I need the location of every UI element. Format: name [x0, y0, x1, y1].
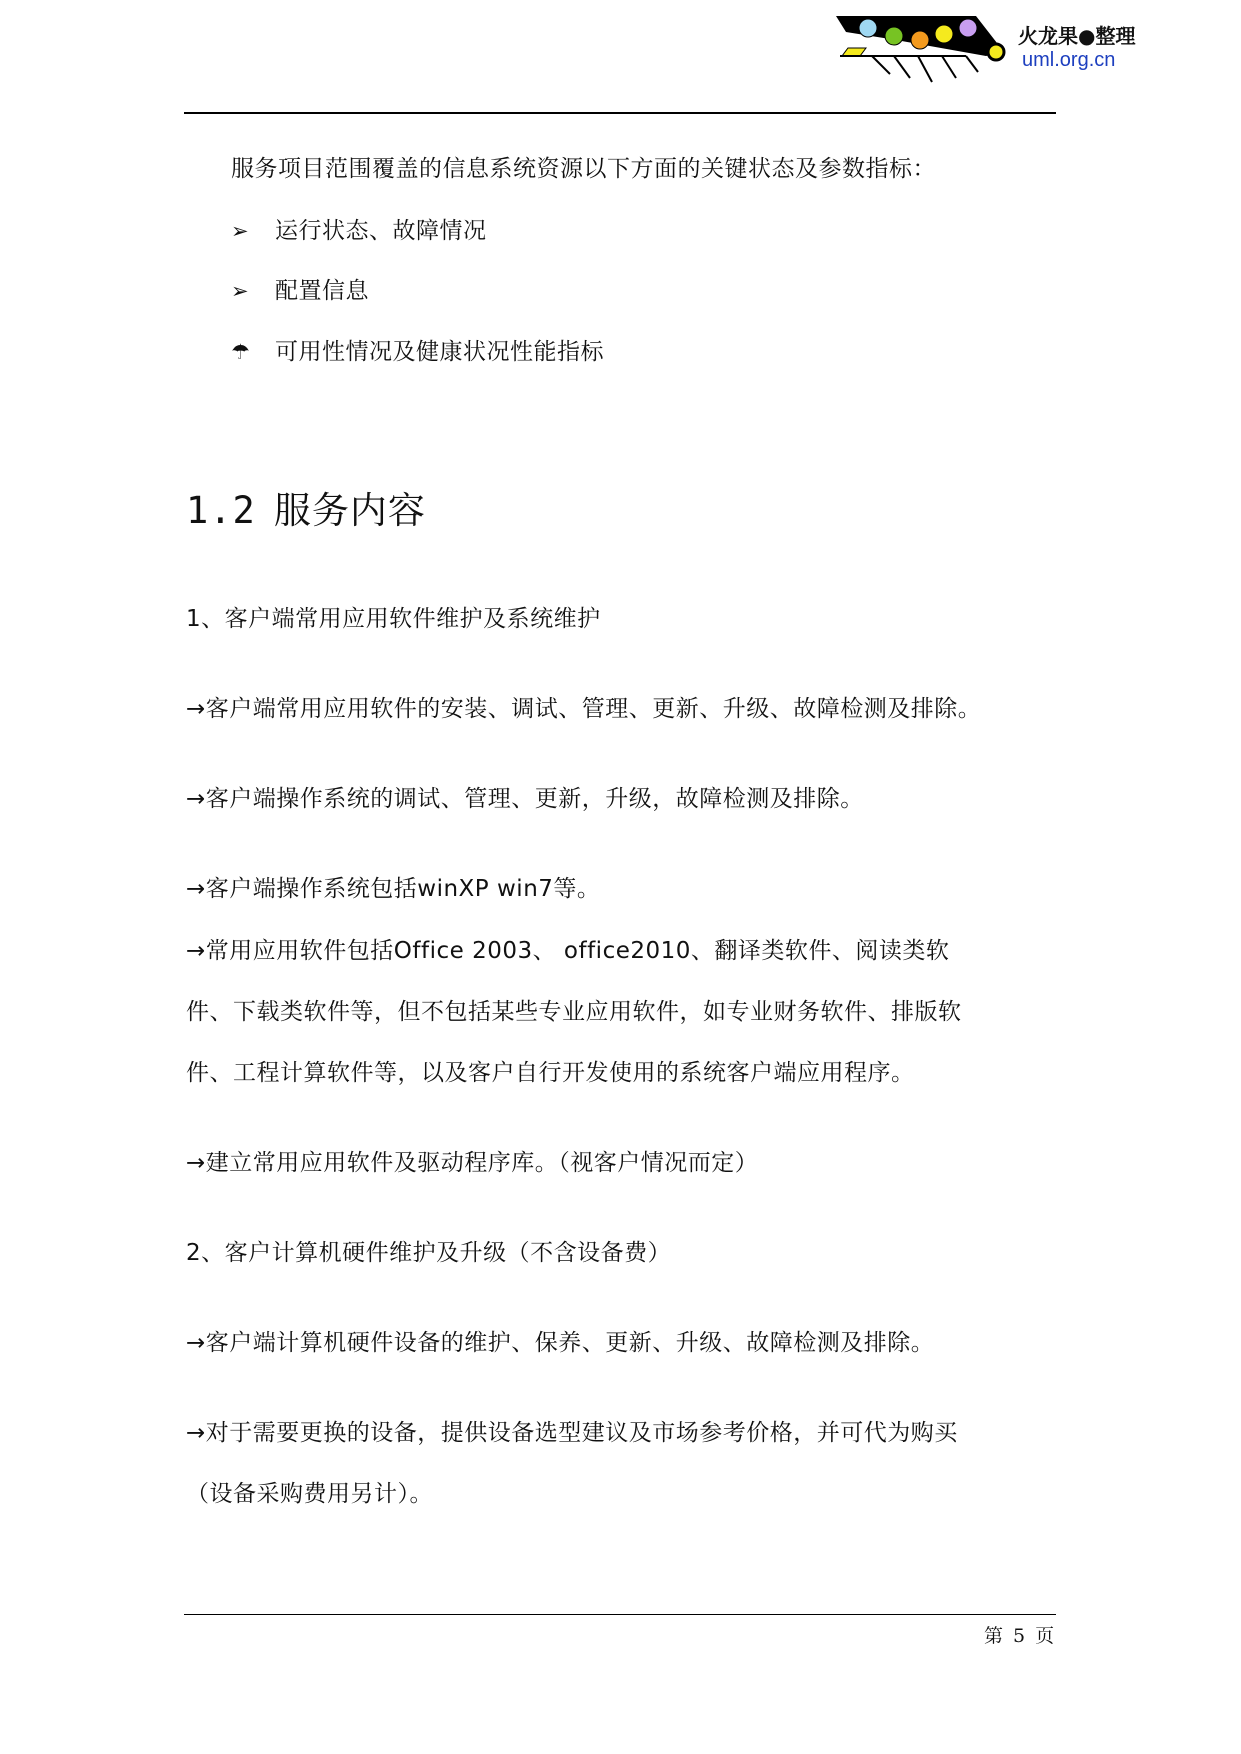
bullet-text: 运行状态、故障情况 — [275, 218, 487, 244]
paragraph-line: 件、工程计算软件等，以及客户自行开发使用的系统客户端应用程序。 — [186, 1060, 915, 1086]
logo-ball-yellow — [935, 25, 953, 43]
logo-title: 火龙果●整理 — [1018, 24, 1136, 48]
paragraph-line: （设备采购费用另计）。 — [186, 1481, 433, 1507]
umbrella-bullet-icon: ☂ — [231, 340, 250, 364]
logo-ball-green — [885, 27, 903, 45]
paragraph: →客户端计算机硬件设备的维护、保养、更新、升级、故障检测及排除。 — [186, 1330, 935, 1356]
paragraph-line: →常用应用软件包括Office 2003、 office2010、翻译类软件、阅读类软 — [186, 938, 950, 964]
paragraph: →客户端操作系统包括winXP win7等。 — [186, 876, 601, 902]
logo-graphic — [836, 12, 1016, 84]
paragraph-line: →对于需要更换的设备，提供设备选型建议及市场参考价格，并可代为购买 — [186, 1420, 958, 1446]
intro-text: 服务项目范围覆盖的信息系统资源以下方面的关键状态及参数指标： — [231, 156, 936, 182]
header-rule — [184, 112, 1056, 114]
section-heading — [186, 488, 426, 534]
footer-rule — [184, 1614, 1056, 1615]
logo-ball-orange — [911, 31, 929, 49]
bullet-text: 可用性情况及健康状况性能指标 — [275, 339, 604, 365]
logo-ball-blue — [859, 19, 877, 37]
logo-ball-purple — [959, 19, 977, 37]
section-number: 1.2 — [186, 489, 256, 532]
arrow-bullet-icon: ➢ — [231, 279, 249, 303]
paragraph: →客户端常用应用软件的安装、调试、管理、更新、升级、故障检测及排除。 — [186, 696, 982, 722]
item-title: 1、客户端常用应用软件维护及系统维护 — [186, 606, 601, 632]
item-title: 2、客户计算机硬件维护及升级（不含设备费） — [186, 1240, 672, 1266]
logo-ring — [988, 44, 1004, 60]
page-number: 第 5 页 — [984, 1625, 1057, 1647]
paragraph-line: 件、下载类软件等，但不包括某些专业应用软件，如专业财务软件、排版软 — [186, 999, 962, 1025]
paragraph: →建立常用应用软件及驱动程序库。（视客户情况而定） — [186, 1150, 759, 1176]
logo-yellow-flag — [842, 48, 866, 56]
bullet-text: 配置信息 — [275, 278, 369, 304]
section-title: 服务内容 — [273, 489, 426, 532]
logo-url: uml.org.cn — [1022, 49, 1116, 71]
paragraph: →客户端操作系统的调试、管理、更新，升级，故障检测及排除。 — [186, 786, 864, 812]
arrow-bullet-icon: ➢ — [231, 219, 249, 243]
